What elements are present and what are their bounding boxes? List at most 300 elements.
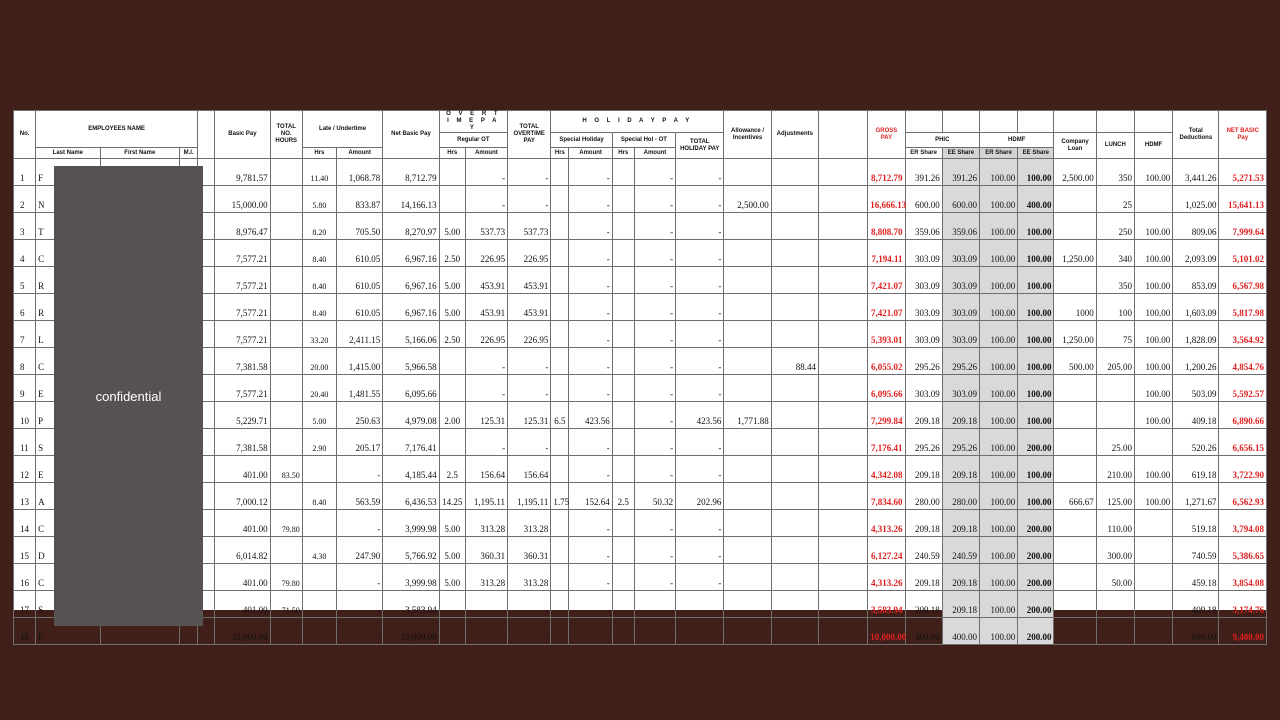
cell-soh: 2.5 [612, 483, 634, 510]
cell-lh: 2.90 [302, 429, 336, 456]
header-employees-name: EMPLOYEES NAME [36, 111, 198, 148]
cell-blank [818, 483, 867, 510]
cell-pee: 295.26 [942, 348, 979, 375]
cell-allow: 2,500.00 [724, 186, 771, 213]
cell-hee: 100.00 [1018, 213, 1054, 240]
cell-sa: 152.64 [569, 483, 612, 510]
cell-la: 1,415.00 [337, 348, 383, 375]
cell-soh [612, 186, 634, 213]
header-gross-pay: GROSS PAY [868, 111, 905, 159]
header-hdmf: HDMF [980, 133, 1054, 148]
cell-loan [1054, 267, 1096, 294]
cell-lunch: 125.00 [1096, 483, 1134, 510]
cell-th: 79.80 [270, 564, 302, 591]
cell-lh: 5.00 [302, 402, 336, 429]
cell-hee: 200.00 [1018, 537, 1054, 564]
cell-soa: - [634, 159, 675, 186]
cell-allow [724, 294, 771, 321]
cell-th: 79.80 [270, 510, 302, 537]
cell-thp: - [676, 375, 724, 402]
cell-sh [551, 159, 569, 186]
cell-ln: E [36, 456, 100, 483]
cell-allow [724, 267, 771, 294]
header-net-basic-pay-final: NET BASIC Pay [1219, 111, 1267, 159]
cell-thp: - [676, 618, 724, 645]
cell-sh [551, 294, 569, 321]
cell-gross: 3,583.94 [868, 591, 905, 618]
cell-oth: 2.50 [439, 321, 465, 348]
cell-th [270, 537, 302, 564]
cell-pee: 295.26 [942, 429, 979, 456]
header-regular-ot: Regular OT [439, 133, 507, 148]
cell-thp: - [676, 159, 724, 186]
cell-net: 5,966.58 [383, 348, 439, 375]
cell-soh [612, 213, 634, 240]
cell-lunch: 75 [1096, 321, 1134, 348]
cell-la: - [337, 618, 383, 645]
cell-no: 6 [14, 294, 36, 321]
cell-sa: - [569, 429, 612, 456]
cell-hdmf: 100.00 [1134, 375, 1172, 402]
cell-basic: 15,000.00 [215, 186, 270, 213]
header-hdmf-ee: EE Share [1018, 148, 1054, 159]
cell-th [270, 294, 302, 321]
cell-ln: S [36, 429, 100, 456]
cell-thp: - [676, 591, 724, 618]
cell-hee: 200.00 [1018, 618, 1054, 645]
cell-net: 14,166.13 [383, 186, 439, 213]
cell-lh: 8.40 [302, 267, 336, 294]
cell-soh [612, 537, 634, 564]
header-lunch: LUNCH [1096, 133, 1134, 159]
cell-sa: - [569, 186, 612, 213]
cell-per: 209.18 [905, 510, 942, 537]
header-total-deductions: Total Deductions [1173, 111, 1219, 159]
cell-la: 2,411.15 [337, 321, 383, 348]
cell-no: 2 [14, 186, 36, 213]
cell-gross: 8,712.79 [868, 159, 905, 186]
cell-sa: - [569, 240, 612, 267]
cell-ln: P [36, 618, 100, 645]
cell-lunch: 100 [1096, 294, 1134, 321]
cell-ln: P [36, 402, 100, 429]
cell-loan: 1,250.00 [1054, 321, 1096, 348]
header-phic-er: ER Share [905, 148, 942, 159]
cell-adj [771, 537, 818, 564]
cell-tded: 459.18 [1173, 564, 1219, 591]
cell-thp: - [676, 294, 724, 321]
cell-basic: 5,229.71 [215, 402, 270, 429]
cell-th [270, 159, 302, 186]
cell-hee: 100.00 [1018, 483, 1054, 510]
cell-tot: - [508, 429, 551, 456]
cell-per: 209.18 [905, 564, 942, 591]
cell-loan [1054, 537, 1096, 564]
cell-soa: - [634, 618, 675, 645]
header-special-holiday: Special Holiday [551, 133, 612, 148]
cell-tded: 519.18 [1173, 510, 1219, 537]
header-top-blank-4 [1018, 111, 1054, 133]
cell-gross: 7,299.84 [868, 402, 905, 429]
cell-basic: 9,781.57 [215, 159, 270, 186]
header-top-blank-3 [980, 111, 1018, 133]
cell-oth [439, 186, 465, 213]
cell-ota: - [465, 375, 507, 402]
cell-lunch [1096, 591, 1134, 618]
cell-lh: 8.40 [302, 240, 336, 267]
cell-pee: 303.09 [942, 294, 979, 321]
cell-lunch: 350 [1096, 159, 1134, 186]
cell-hdmf: 100.00 [1134, 456, 1172, 483]
cell-hee: 100.00 [1018, 321, 1054, 348]
header-top-blank-1 [905, 111, 942, 133]
cell-net: 6,967.16 [383, 267, 439, 294]
cell-her: 100.00 [980, 591, 1018, 618]
cell-thp: - [676, 267, 724, 294]
cell-pee: 280.00 [942, 483, 979, 510]
cell-ln: R [36, 267, 100, 294]
cell-tded: 409.18 [1173, 591, 1219, 618]
cell-thp: - [676, 510, 724, 537]
cell-basic: 7,577.21 [215, 294, 270, 321]
cell-soa: 50.32 [634, 483, 675, 510]
cell-soh [612, 456, 634, 483]
cell-la: 205.17 [337, 429, 383, 456]
cell-basic: 8,976.47 [215, 213, 270, 240]
cell-net: 8,712.79 [383, 159, 439, 186]
cell-pee: 303.09 [942, 375, 979, 402]
cell-tot: 360.31 [508, 537, 551, 564]
cell-sa: - [569, 591, 612, 618]
cell-allow [724, 456, 771, 483]
cell-tot: 453.91 [508, 267, 551, 294]
cell-net: 4,185.44 [383, 456, 439, 483]
cell-ln: N [36, 186, 100, 213]
cell-ota: 313.28 [465, 510, 507, 537]
cell-lunch: 25.00 [1096, 429, 1134, 456]
cell-sh [551, 510, 569, 537]
header-sh-amount: Amount [569, 148, 612, 159]
cell-gross: 7,421.07 [868, 294, 905, 321]
cell-lunch: 210.00 [1096, 456, 1134, 483]
cell-loan [1054, 186, 1096, 213]
cell-sh [551, 213, 569, 240]
cell-sa: - [569, 159, 612, 186]
cell-lunch [1096, 402, 1134, 429]
cell-hdmf: 100.00 [1134, 267, 1172, 294]
cell-net: 6,967.16 [383, 294, 439, 321]
cell-ln: C [36, 348, 100, 375]
cell-ota: - [465, 618, 507, 645]
cell-adj: 88.44 [771, 348, 818, 375]
cell-soh [612, 159, 634, 186]
cell-soh [612, 429, 634, 456]
cell-per: 303.09 [905, 375, 942, 402]
cell-lunch: 250 [1096, 213, 1134, 240]
cell-adj [771, 456, 818, 483]
cell-netpay: 6,567.98 [1219, 267, 1267, 294]
cell-blank [818, 294, 867, 321]
cell-thp: - [676, 456, 724, 483]
cell-hee: 100.00 [1018, 348, 1054, 375]
cell-her: 100.00 [980, 429, 1018, 456]
cell-th [270, 618, 302, 645]
cell-tot: - [508, 591, 551, 618]
cell-sa: - [569, 510, 612, 537]
cell-per: 209.18 [905, 591, 942, 618]
cell-oth: 5.00 [439, 537, 465, 564]
cell-lh [302, 618, 336, 645]
header-ot-amount: Amount [465, 148, 507, 159]
cell-sa: - [569, 456, 612, 483]
header-net-basic-pay: Net Basic Pay [383, 111, 439, 159]
cell-basic: 401.00 [215, 456, 270, 483]
cell-tot: - [508, 375, 551, 402]
cell-th: 83.50 [270, 456, 302, 483]
cell-basic: 401.00 [215, 564, 270, 591]
cell-soa: - [634, 213, 675, 240]
cell-ota: 125.31 [465, 402, 507, 429]
cell-la: 833.87 [337, 186, 383, 213]
cell-oth: 2.50 [439, 240, 465, 267]
cell-sh [551, 618, 569, 645]
cell-adj [771, 186, 818, 213]
cell-tded: 853.09 [1173, 267, 1219, 294]
cell-la: 250.63 [337, 402, 383, 429]
cell-adj [771, 591, 818, 618]
cell-per: 400.00 [905, 618, 942, 645]
cell-oth: 14.25 [439, 483, 465, 510]
cell-netpay: 6,890.66 [1219, 402, 1267, 429]
cell-allow [724, 618, 771, 645]
cell-lh [302, 564, 336, 591]
cell-hdmf [1134, 510, 1172, 537]
cell-la: 610.05 [337, 267, 383, 294]
cell-thp: - [676, 321, 724, 348]
cell-net: 4,979.08 [383, 402, 439, 429]
cell-oth: 5.00 [439, 564, 465, 591]
header-top-blank-5 [1054, 111, 1096, 133]
cell-ln: E [36, 375, 100, 402]
header-no: No. [14, 111, 36, 159]
cell-sa: - [569, 618, 612, 645]
cell-soa: - [634, 510, 675, 537]
cell-no: 13 [14, 483, 36, 510]
cell-ln: T [36, 213, 100, 240]
cell-hee: 100.00 [1018, 402, 1054, 429]
cell-hdmf: 100.00 [1134, 240, 1172, 267]
cell-her: 100.00 [980, 240, 1018, 267]
cell-no: 10 [14, 402, 36, 429]
cell-th [270, 321, 302, 348]
cell-basic: 7,577.21 [215, 375, 270, 402]
cell-oth: 5.00 [439, 294, 465, 321]
cell-hdmf [1134, 429, 1172, 456]
cell-loan: 1,250.00 [1054, 240, 1096, 267]
cell-allow [724, 159, 771, 186]
cell-la: 1,481.55 [337, 375, 383, 402]
cell-gross: 10,000.00 [868, 618, 905, 645]
cell-adj [771, 564, 818, 591]
cell-lunch: 25 [1096, 186, 1134, 213]
header-overtime-pay: O V E R T I M E P A Y [439, 111, 507, 133]
cell-netpay: 3,722.90 [1219, 456, 1267, 483]
cell-no: 1 [14, 159, 36, 186]
cell-no: 15 [14, 537, 36, 564]
cell-blank [818, 321, 867, 348]
cell-tot: 313.28 [508, 510, 551, 537]
cell-netpay: 5,592.57 [1219, 375, 1267, 402]
cell-her: 100.00 [980, 402, 1018, 429]
cell-no: 3 [14, 213, 36, 240]
header-top-blank-2 [942, 111, 979, 133]
cell-her: 100.00 [980, 294, 1018, 321]
cell-lunch: 300.00 [1096, 537, 1134, 564]
cell-lh: 33.20 [302, 321, 336, 348]
header-first-name: First Name [100, 148, 180, 159]
header-last-name: Last Name [36, 148, 100, 159]
cell-tot: - [508, 186, 551, 213]
cell-gross: 4,313.26 [868, 510, 905, 537]
cell-basic: 10,000.00 [215, 618, 270, 645]
cell-netpay: 3,854.08 [1219, 564, 1267, 591]
cell-lunch [1096, 618, 1134, 645]
cell-gross: 16,666.13 [868, 186, 905, 213]
cell-basic: 7,381.58 [215, 348, 270, 375]
cell-loan [1054, 591, 1096, 618]
cell-th [270, 483, 302, 510]
cell-adj [771, 267, 818, 294]
cell-gross: 7,176.41 [868, 429, 905, 456]
cell-sh [551, 456, 569, 483]
cell-per: 240.59 [905, 537, 942, 564]
cell-hee: 100.00 [1018, 294, 1054, 321]
cell-gross: 7,421.07 [868, 267, 905, 294]
cell-tded: 409.18 [1173, 402, 1219, 429]
cell-soh [612, 375, 634, 402]
header-blank-1 [818, 111, 867, 159]
cell-allow [724, 510, 771, 537]
cell-ota: 313.28 [465, 564, 507, 591]
cell-ota: 1,195.11 [465, 483, 507, 510]
cell-per: 303.09 [905, 267, 942, 294]
cell-basic: 6,014.82 [215, 537, 270, 564]
cell-lh: 4.30 [302, 537, 336, 564]
cell-soh [612, 591, 634, 618]
cell-lunch: 205.00 [1096, 348, 1134, 375]
cell-thp: - [676, 564, 724, 591]
cell-soh [612, 510, 634, 537]
cell-oth [439, 591, 465, 618]
cell-tded: 600.00 [1173, 618, 1219, 645]
cell-pee: 303.09 [942, 267, 979, 294]
cell-sa: - [569, 348, 612, 375]
cell-basic: 401.00 [215, 591, 270, 618]
cell-hee: 200.00 [1018, 564, 1054, 591]
cell-oth: 2.5 [439, 456, 465, 483]
cell-net: 6,967.16 [383, 240, 439, 267]
cell-sa: - [569, 537, 612, 564]
cell-per: 295.26 [905, 348, 942, 375]
cell-pee: 359.06 [942, 213, 979, 240]
cell-netpay: 6,562.93 [1219, 483, 1267, 510]
cell-ln: D [36, 537, 100, 564]
cell-pee: 209.18 [942, 564, 979, 591]
cell-soa: - [634, 240, 675, 267]
cell-net: 10,000.00 [383, 618, 439, 645]
cell-netpay: 7,999.64 [1219, 213, 1267, 240]
cell-lh [302, 510, 336, 537]
cell-ota: 360.31 [465, 537, 507, 564]
cell-soa: - [634, 321, 675, 348]
cell-ota: - [465, 429, 507, 456]
cell-loan [1054, 510, 1096, 537]
cell-basic: 7,577.21 [215, 240, 270, 267]
cell-soh [612, 348, 634, 375]
cell-hdmf [1134, 591, 1172, 618]
cell-gross: 4,342.08 [868, 456, 905, 483]
cell-th: 71.50 [270, 591, 302, 618]
cell-soa: - [634, 375, 675, 402]
cell-loan [1054, 564, 1096, 591]
confidential-redaction: confidential [54, 166, 203, 626]
cell-thp: - [676, 213, 724, 240]
cell-pee: 209.18 [942, 591, 979, 618]
cell-gross: 6,127.24 [868, 537, 905, 564]
cell-hee: 100.00 [1018, 159, 1054, 186]
cell-soa: - [634, 267, 675, 294]
cell-basic: 7,577.21 [215, 321, 270, 348]
cell-tded: 619.18 [1173, 456, 1219, 483]
cell-adj [771, 213, 818, 240]
cell-hdmf [1134, 564, 1172, 591]
header-hdmf-deduction: HDMF [1134, 133, 1172, 159]
payroll-sheet [13, 110, 1267, 642]
cell-per: 303.09 [905, 240, 942, 267]
cell-per: 600.00 [905, 186, 942, 213]
cell-tded: 503.09 [1173, 375, 1219, 402]
cell-no: 11 [14, 429, 36, 456]
cell-thp: - [676, 537, 724, 564]
cell-loan: 666.67 [1054, 483, 1096, 510]
cell-lunch: 110.00 [1096, 510, 1134, 537]
cell-la: - [337, 510, 383, 537]
cell-th [270, 267, 302, 294]
cell-th [270, 348, 302, 375]
cell-her: 100.00 [980, 483, 1018, 510]
cell-ota: 226.95 [465, 240, 507, 267]
cell-sa: - [569, 213, 612, 240]
cell-no: 9 [14, 375, 36, 402]
cell-tot: - [508, 159, 551, 186]
cell-netpay: 9,400.00 [1219, 618, 1267, 645]
cell-sh [551, 564, 569, 591]
cell-soh [612, 240, 634, 267]
cell-lh [302, 591, 336, 618]
header-mi: M.I. [180, 148, 198, 159]
cell-adj [771, 429, 818, 456]
cell-blank [818, 240, 867, 267]
header-ot-hrs: Hrs [439, 148, 465, 159]
cell-sh [551, 348, 569, 375]
cell-adj [771, 294, 818, 321]
header-company-loan: Company Loan [1054, 133, 1096, 159]
cell-oth [439, 159, 465, 186]
cell-her: 100.00 [980, 537, 1018, 564]
cell-la: - [337, 564, 383, 591]
cell-lunch [1096, 375, 1134, 402]
cell-tot: 453.91 [508, 294, 551, 321]
